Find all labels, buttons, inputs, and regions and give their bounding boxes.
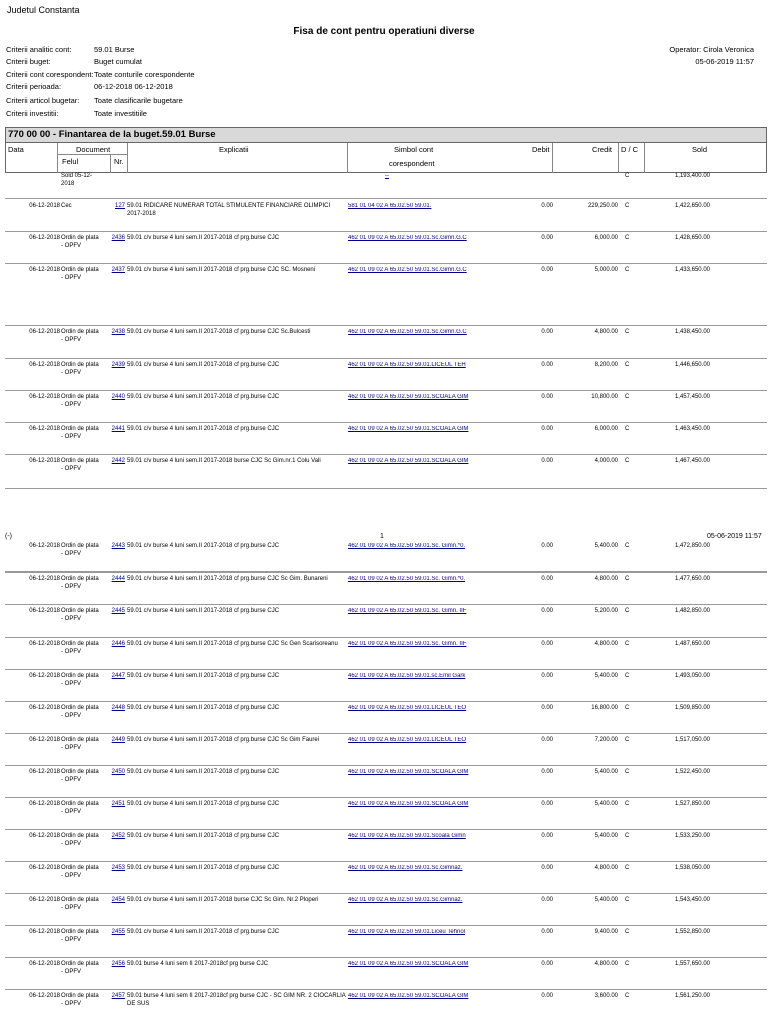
row-doc-type: Ordin de plata - OPFV (61, 426, 99, 440)
row-account-symbol[interactable]: 462 01 09 02 A 65.02.50 59.01.Sc. Gimn. IIF (348, 641, 467, 647)
criteria-label: Criterii buget: (6, 57, 51, 66)
row-debit: 0.00 (541, 769, 553, 775)
row-explanation: 59.01 c/v burse 4 luni sem.II 2017-2018 cf prg.burse CJC (127, 235, 280, 241)
row-debit: 0.00 (541, 394, 553, 400)
row-balance: 1,463,450.00 (674, 426, 710, 432)
row-doc-type: Ordin de plata - OPFV (61, 865, 99, 879)
row-credit: 4,800.00 (594, 576, 618, 582)
row-dc: C (625, 543, 630, 549)
row-credit: 5,200.00 (594, 608, 618, 614)
row-doc-type: Ordin de plata - OPFV (61, 833, 99, 847)
row-explanation: 59.01 c/v burse 4 luni sem.II 2017-2018 cf prg.burse CJC SC. Mosneni (127, 267, 316, 273)
col-debit: Debit (532, 145, 550, 154)
row-doc-number[interactable]: 2440 (111, 394, 125, 400)
row-explanation: 59.01 c/v burse 4 luni sem.II 2017-2018 cf prg.burse CJC (127, 833, 280, 839)
row-credit: 5,400.00 (594, 673, 618, 679)
criteria-value: 06-12-2018 06-12-2018 (94, 82, 173, 91)
row-debit: 0.00 (541, 426, 553, 432)
criteria-value: Toate clasificarile bugetare (94, 96, 183, 105)
row-explanation: 59.01 RIDICARE NUMERAR TOTAL STIMULENTE FINANCIARE OLIMPICI 2017-2018 (127, 203, 331, 217)
row-separator (5, 829, 767, 830)
row-separator (5, 488, 767, 489)
row-date: 06-12-2018 (29, 705, 60, 711)
row-balance: 1,517,050.00 (674, 737, 710, 743)
row-date: 06-12-2018 (29, 458, 60, 464)
col-felul: Felul (62, 157, 79, 166)
row-separator (5, 604, 767, 605)
row-separator (5, 571, 767, 572)
row-account-symbol[interactable]: 462 01 09 02 A 65.02.50 59.01.Scoala Gimn (348, 833, 466, 839)
row-dc: C (625, 929, 630, 935)
row-separator (5, 893, 767, 894)
row-balance: 1,438,450.00 (674, 329, 710, 335)
row-doc-type: Ordin de plata - OPFV (61, 961, 99, 975)
row-doc-number[interactable]: 2451 (111, 801, 125, 807)
col-corespondent: corespondent (389, 159, 435, 168)
col-sold: Sold (692, 145, 708, 154)
report-datetime: 05-06-2019 11:57 (695, 57, 754, 66)
row-separator (5, 390, 767, 391)
row-doc-type: Ordin de plata - OPFV (61, 362, 99, 376)
row-doc-number[interactable]: 2441 (111, 426, 125, 432)
row-debit: 0.00 (541, 203, 553, 209)
criteria-label: Criterii articol bugetar: (6, 96, 80, 105)
criteria-label: Criterii investitii: (6, 109, 59, 118)
row-credit: 5,400.00 (594, 801, 618, 807)
row-doc-type: Ordin de plata - OPFV (61, 543, 99, 557)
row-separator (5, 669, 767, 670)
row-doc-type: Ordin de plata - OPFV (61, 769, 99, 783)
row-dc: C (625, 769, 630, 775)
row-doc-number[interactable]: 2436 (111, 235, 125, 241)
row-debit: 0.00 (541, 608, 553, 614)
row-balance: 1,428,650.00 (674, 235, 710, 241)
opening-dc: C (625, 173, 630, 179)
row-debit: 0.00 (541, 458, 553, 464)
row-explanation: 59.01 c/v burse 4 luni sem.II 2017-2018 cf prg.burse CJC (127, 608, 280, 614)
row-credit: 4,800.00 (594, 961, 618, 967)
row-dc: C (625, 362, 630, 368)
row-separator (5, 454, 767, 455)
criteria-value: Buget cumulat (94, 57, 142, 66)
row-doc-type: Ordin de plata - OPFV (61, 235, 99, 249)
row-explanation: 59.01 c/v burse 4 luni sem.II 2017-2018 cf prg.burse CJC (127, 705, 280, 711)
col-dc: D / C (621, 145, 639, 154)
criteria-label: Criterii analitic cont: (6, 45, 72, 54)
row-doc-number[interactable]: 2447 (111, 673, 125, 679)
row-doc-number[interactable]: 127 (114, 203, 125, 209)
col-divider (110, 154, 111, 173)
row-dc: C (625, 576, 630, 582)
row-debit: 0.00 (541, 705, 553, 711)
row-doc-type: Ordin de plata - OPFV (61, 705, 99, 719)
row-debit: 0.00 (541, 993, 553, 999)
row-doc-number[interactable]: 2442 (111, 458, 125, 464)
page-footer-left: (-) (5, 533, 12, 540)
row-credit: 5,400.00 (594, 833, 618, 839)
row-account-symbol[interactable]: 462 01 09 02 A 65.02.50 59.01.LICEUL TEH (348, 362, 466, 368)
col-divider (618, 143, 619, 173)
row-explanation: 59.01 c/v burse 4 luni sem.II 2017-2018 cf prg.burse CJC (127, 543, 280, 549)
row-date: 06-12-2018 (29, 329, 60, 335)
row-dc: C (625, 705, 630, 711)
row-date: 06-12-2018 (29, 673, 60, 679)
opening-symbol[interactable]: -- (385, 173, 389, 179)
row-explanation: 59.01 burse 4 luni sem II 2017-2018cf prg burse CJC (127, 961, 269, 967)
row-account-symbol[interactable]: 462 01 09 02 A 65.02.50 59.01.Sc.Gimn.G.C (348, 235, 467, 241)
row-date: 06-12-2018 (29, 769, 60, 775)
row-balance: 1,538,050.00 (674, 865, 710, 871)
row-doc-type: Ordin de plata - OPFV (61, 993, 99, 1007)
row-explanation: 59.01 c/v burse 4 luni sem.II 2017-2018 cf prg.burse CJC (127, 769, 280, 775)
row-credit: 10,800.00 (591, 394, 618, 400)
row-separator (5, 325, 767, 326)
row-explanation: 59.01 c/v burse 4 luni sem.II 2017-2018 burse CJC Sc Gim. Nr.2 Ploperi (127, 897, 319, 903)
row-doc-type: Ordin de plata - OPFV (61, 929, 99, 943)
row-separator (5, 231, 767, 232)
row-debit: 0.00 (541, 641, 553, 647)
row-balance: 1,482,850.00 (674, 608, 710, 614)
account-title: 770 00 00 - Finantarea de la buget.59.01 Burse (6, 128, 766, 143)
opening-label: Sold 05-12-2018 (61, 173, 93, 187)
row-date: 06-12-2018 (29, 897, 60, 903)
row-dc: C (625, 329, 630, 335)
operator-name: Operator: Cirola Veronica (669, 45, 754, 54)
row-doc-number[interactable]: 2449 (111, 737, 125, 743)
row-debit: 0.00 (541, 673, 553, 679)
row-doc-type: Ordin de plata - OPFV (61, 329, 99, 343)
row-separator (5, 733, 767, 734)
row-account-symbol[interactable]: 462 01 09 02 A 65.02.50 59.01.Sc.Gimnaz. (348, 897, 463, 903)
row-date: 06-12-2018 (29, 801, 60, 807)
row-debit: 0.00 (541, 833, 553, 839)
row-doc-number[interactable]: 2455 (111, 929, 125, 935)
row-separator (5, 957, 767, 958)
row-doc-number[interactable]: 2445 (111, 608, 125, 614)
row-balance: 1,422,650.00 (674, 203, 710, 209)
row-date: 06-12-2018 (29, 267, 60, 273)
col-divider (57, 143, 58, 173)
row-debit: 0.00 (541, 329, 553, 335)
row-balance: 1,433,650.00 (674, 267, 710, 273)
row-doc-number[interactable]: 2454 (111, 897, 125, 903)
row-debit: 0.00 (541, 961, 553, 967)
row-date: 06-12-2018 (29, 362, 60, 368)
row-doc-type: Ordin de plata - OPFV (61, 673, 99, 687)
row-credit: 5,400.00 (594, 769, 618, 775)
col-nr: Nr. (114, 157, 124, 166)
row-separator (5, 198, 767, 199)
row-account-symbol[interactable]: 462 01 09 02 A 65.02.50 59.01.SCOALA GIM (348, 458, 469, 464)
row-balance: 1,552,850.00 (674, 929, 710, 935)
row-account-symbol[interactable]: 462 01 09 02 A 65.02.50 59.01.Sc. Gimn.*0. (348, 576, 466, 582)
row-balance: 1,472,850.00 (674, 543, 710, 549)
row-doc-number[interactable]: 2453 (111, 865, 125, 871)
col-divider (347, 143, 348, 173)
row-balance: 1,457,450.00 (674, 394, 710, 400)
row-debit: 0.00 (541, 267, 553, 273)
row-doc-type: Ordin de plata - OPFV (61, 897, 99, 911)
row-doc-type: Ordin de plata - OPFV (61, 267, 99, 281)
row-credit: 5,000.00 (594, 267, 618, 273)
row-dc: C (625, 833, 630, 839)
row-dc: C (625, 203, 630, 209)
row-explanation: 59.01 c/v burse 4 luni sem.II 2017-2018 cf prg.burse CJC (127, 426, 280, 432)
row-doc-type: Ordin de plata - OPFV (61, 458, 99, 472)
row-date: 06-12-2018 (29, 608, 60, 614)
col-divider (552, 143, 553, 173)
row-date: 06-12-2018 (29, 426, 60, 432)
row-doc-number[interactable]: 2456 (111, 961, 125, 967)
row-debit: 0.00 (541, 929, 553, 935)
row-account-symbol[interactable]: 462 01 09 02 A 65.02.50 59.01.SCOALA GIM (348, 769, 469, 775)
row-separator (5, 422, 767, 423)
row-date: 06-12-2018 (29, 203, 60, 209)
row-credit: 6,000.00 (594, 235, 618, 241)
row-account-symbol[interactable]: 462 01 09 02 A 65.02.50 59.01.Sc.Gimn.G.C (348, 267, 467, 273)
row-credit: 4,800.00 (594, 329, 618, 335)
row-account-symbol[interactable]: 462 01 09 02 A 65.02.50 59.01.SCOALA GIM (348, 961, 469, 967)
row-credit: 3,600.00 (594, 993, 618, 999)
row-doc-number[interactable]: 2450 (111, 769, 125, 775)
row-explanation: 59.01 c/v burse 4 luni sem.II 2017-2018 cf prg.burse CJC Sc Gim. Bunareni (127, 576, 328, 582)
row-debit: 0.00 (541, 543, 553, 549)
row-dc: C (625, 961, 630, 967)
row-doc-number[interactable]: 2457 (111, 993, 125, 999)
row-date: 06-12-2018 (29, 394, 60, 400)
row-doc-type: Ordin de plata - OPFV (61, 576, 99, 590)
row-credit: 4,000.00 (594, 458, 618, 464)
row-explanation: 59.01 c/v burse 4 luni sem.II 2017-2018 cf prg.burse CJC (127, 929, 280, 935)
row-account-symbol[interactable]: 462 01 09 02 A 65.02.50 59.01.SCOALA GIM (348, 993, 469, 999)
row-doc-type: Ordin de plata - OPFV (61, 641, 99, 655)
row-separator (5, 572, 767, 573)
row-credit: 7,200.00 (594, 737, 618, 743)
row-dc: C (625, 897, 630, 903)
row-date: 06-12-2018 (29, 543, 60, 549)
header-divider (57, 154, 127, 155)
page-footer-date: 05-06-2019 11:57 (707, 533, 762, 540)
row-balance: 1,493,050.00 (674, 673, 710, 679)
row-credit: 5,400.00 (594, 543, 618, 549)
row-account-symbol[interactable]: 462 01 09 02 A 65.02.50 59.01.Sc. Gimn. IIF (348, 608, 467, 614)
criteria-value: 59.01 Burse (94, 45, 135, 54)
row-account-symbol[interactable]: 462 01 09 02 A 65.02.50 59.01.LICEUL TEO (348, 737, 467, 743)
row-explanation: 59.01 c/v burse 4 luni sem.II 2017-2018 cf prg.burse CJC (127, 362, 280, 368)
row-dc: C (625, 608, 630, 614)
row-account-symbol[interactable]: 581 01 04 02 A 65.02.50 59.01. (348, 203, 432, 209)
row-separator (5, 358, 767, 359)
row-account-symbol[interactable]: 462 01 09 02 A 65.02.50 59.01.Sc.Gimn.G.C (348, 329, 467, 335)
row-explanation: 59.01 c/v burse 4 luni sem.II 2017-2018 cf prg.burse CJC Sc Gim Faurei (127, 737, 320, 743)
row-balance: 1,533,250.00 (674, 833, 710, 839)
row-debit: 0.00 (541, 235, 553, 241)
row-date: 06-12-2018 (29, 235, 60, 241)
row-account-symbol[interactable]: 462 01 09 02 A 65.02.50 59.01.SCOALA GIM (348, 394, 469, 400)
row-dc: C (625, 394, 630, 400)
row-debit: 0.00 (541, 801, 553, 807)
col-explicatii: Explicatii (219, 145, 249, 154)
row-explanation: 59.01 c/v burse 4 luni sem.II 2017-2018 cf prg.burse CJC Sc Gen Scarisoreanu (127, 641, 338, 647)
row-explanation: 59.01 c/v burse 4 luni sem.II 2017-2018 cf prg.burse CJC (127, 673, 280, 679)
row-balance: 1,467,450.00 (674, 458, 710, 464)
row-separator (5, 861, 767, 862)
row-doc-number[interactable]: 2437 (111, 267, 125, 273)
criteria-value: Toate investitiile (94, 109, 147, 118)
row-balance: 1,487,650.00 (674, 641, 710, 647)
row-debit: 0.00 (541, 737, 553, 743)
row-doc-number[interactable]: 2446 (111, 641, 125, 647)
row-debit: 0.00 (541, 865, 553, 871)
row-account-symbol[interactable]: 462 01 09 02 A 65.02.50 59.01.Liceu Tehnol (348, 929, 465, 935)
row-explanation: 59.01 c/v burse 4 luni sem.II 2017-2018 cf prg.burse CJC (127, 394, 280, 400)
row-debit: 0.00 (541, 576, 553, 582)
col-simbol: Simbol cont (394, 145, 434, 154)
row-date: 06-12-2018 (29, 833, 60, 839)
row-explanation: 59.01 c/v burse 4 luni sem.II 2017-2018 cf prg.burse CJC Sc.Bulcesti (127, 329, 311, 335)
row-dc: C (625, 801, 630, 807)
row-doc-type: Ordin de plata - OPFV (61, 608, 99, 622)
col-divider (644, 143, 645, 173)
criteria-value: Toate conturile corespondente (94, 70, 195, 79)
col-document: Document (76, 145, 111, 154)
row-dc: C (625, 993, 630, 999)
row-dc: C (625, 267, 630, 273)
row-balance: 1,522,450.00 (674, 769, 710, 775)
row-doc-number[interactable]: 2452 (111, 833, 125, 839)
row-dc: C (625, 426, 630, 432)
row-explanation: 59.01 c/v burse 4 luni sem.II 2017-2018 cf prg.burse CJC (127, 865, 280, 871)
criteria-label: Criterii cont corespondent: (6, 70, 94, 79)
row-credit: 4,800.00 (594, 865, 618, 871)
row-debit: 0.00 (541, 362, 553, 368)
row-doc-number[interactable]: 2444 (111, 576, 125, 582)
criteria-label: Criterii perioada: (6, 82, 62, 91)
row-doc-number[interactable]: 2439 (111, 362, 125, 368)
row-doc-type: Ordin de plata - OPFV (61, 394, 99, 408)
opening-sold: 1,193,400.00 (674, 173, 710, 179)
row-credit: 229,250.00 (587, 203, 618, 209)
page-title: Fisa de cont pentru operatiuni diverse (293, 26, 475, 37)
row-separator (5, 797, 767, 798)
row-doc-type: Ordin de plata - OPFV (61, 737, 99, 751)
row-dc: C (625, 641, 630, 647)
row-balance: 1,561,250.00 (674, 993, 710, 999)
row-dc: C (625, 235, 630, 241)
row-balance: 1,527,850.00 (674, 801, 710, 807)
row-credit: 16,800.00 (591, 705, 618, 711)
row-debit: 0.00 (541, 897, 553, 903)
row-doc-number[interactable]: 2443 (111, 543, 125, 549)
row-balance: 1,446,650.00 (674, 362, 710, 368)
row-explanation: 59.01 c/v burse 4 luni sem.II 2017-2018 cf prg.burse CJC (127, 801, 280, 807)
row-dc: C (625, 673, 630, 679)
row-doc-type: Ordin de plata - OPFV (61, 801, 99, 815)
row-balance: 1,543,450.00 (674, 897, 710, 903)
row-credit: 8,200.00 (594, 362, 618, 368)
row-separator (5, 637, 767, 638)
page-number: 1 (380, 533, 384, 540)
row-balance: 1,477,650.00 (674, 576, 710, 582)
row-separator (5, 701, 767, 702)
row-credit: 9,400.00 (594, 929, 618, 935)
row-dc: C (625, 865, 630, 871)
row-date: 06-12-2018 (29, 737, 60, 743)
row-separator (5, 263, 767, 264)
row-dc: C (625, 458, 630, 464)
row-account-symbol[interactable]: 462 01 09 02 A 65.02.50 59.01.Sc. Gimn.*0. (348, 543, 466, 549)
row-date: 06-12-2018 (29, 961, 60, 967)
row-balance: 1,509,850.00 (674, 705, 710, 711)
county-name: Judetul Constanta (7, 5, 80, 15)
row-date: 06-12-2018 (29, 576, 60, 582)
row-account-symbol[interactable]: 462 01 09 02 A 65.02.50 59.01.SCOALA GIM (348, 426, 469, 432)
row-credit: 4,800.00 (594, 641, 618, 647)
row-date: 06-12-2018 (29, 641, 60, 647)
row-account-symbol[interactable]: 462 01 09 02 A 65.02.50 59.01.LICEUL TEO (348, 705, 467, 711)
row-date: 06-12-2018 (29, 993, 60, 999)
row-account-symbol[interactable]: 462 01 09 02 A 65.02.50 59.01.SCOALA GIM (348, 801, 469, 807)
row-credit: 5,400.00 (594, 897, 618, 903)
row-separator (5, 765, 767, 766)
col-credit: Credit (592, 145, 613, 154)
row-date: 06-12-2018 (29, 929, 60, 935)
row-separator (5, 925, 767, 926)
row-doc-number[interactable]: 2438 (111, 329, 125, 335)
row-doc-type: Cec (61, 203, 72, 209)
row-balance: 1,557,650.00 (674, 961, 710, 967)
row-explanation: 59.01 burse 4 luni sem II 2017-2018cf prg burse CJC - SC GIM NR. 2 CIOCARLIA DE SUS (127, 993, 346, 1007)
col-data: Data (8, 145, 24, 154)
row-dc: C (625, 737, 630, 743)
row-separator (5, 989, 767, 990)
row-account-symbol[interactable]: 462 01 09 02 A 65.02.50 59.01.sc.Emil Gark (348, 673, 466, 679)
col-divider (127, 143, 128, 173)
row-credit: 6,000.00 (594, 426, 618, 432)
row-date: 06-12-2018 (29, 865, 60, 871)
row-account-symbol[interactable]: 462 01 09 02 A 65.02.50 59.01.Sc.Gimnaz. (348, 865, 463, 871)
row-explanation: 59.01 c/v burse 4 luni sem.II 2017-2018 burse CJC Sc Gim.nr.1 Colu Vali (127, 458, 321, 464)
table-header (5, 127, 767, 173)
row-doc-number[interactable]: 2448 (111, 705, 125, 711)
